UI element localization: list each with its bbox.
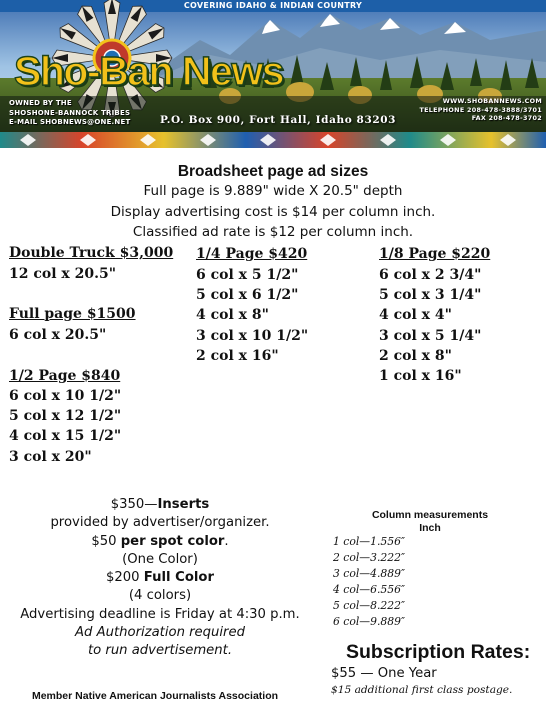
subscription-rates-title: Subscription Rates:: [346, 641, 531, 663]
inserts-price-line: [0, 496, 320, 514]
owner-line: SHOSHONE-BANNOCK TRIBES: [9, 108, 131, 117]
owner-email-block: [9, 99, 139, 128]
owner-line: OWNED BY THE: [9, 99, 72, 107]
full-page-size: 6 col x 20.5": [9, 327, 107, 343]
column-measurement-row: 5 col—8.222″: [333, 599, 406, 613]
full-color-label: Full Color: [143, 570, 214, 586]
fax-line: FAX 208-478-3702: [471, 114, 542, 122]
one-color-note: (One Color): [122, 551, 198, 567]
advertising-deadline: Advertising deadline is Friday at 4:30 p.m.: [20, 606, 300, 622]
member-association-footer: Member Native American Journalists Association: [31, 690, 279, 702]
four-colors-note: (4 colors): [128, 588, 192, 604]
column-measurement-row: 2 col—3.222″: [333, 551, 406, 565]
half-page-heading: 1/2 Page $840: [9, 368, 121, 384]
half-page-size: 3 col x 20": [9, 448, 92, 465]
eighth-page-size: 4 col x 4": [379, 307, 452, 324]
subscription-price: $55 — One Year: [331, 666, 437, 681]
eighth-page-heading: 1/8 Page $220: [379, 246, 491, 262]
masthead: [0, 0, 546, 148]
eighth-page-size-list: [379, 265, 481, 386]
spot-color-line: [0, 533, 320, 551]
full-page-dimensions: Full page is 9.889" wide X 20.5" depth: [143, 183, 403, 199]
website-line: WWW.SHOBANNEWS.COM: [442, 97, 542, 105]
eighth-page-size: 5 col x 3 1/4": [379, 287, 482, 304]
half-page-size: 5 col x 12 1/2": [9, 408, 122, 425]
spot-color-price: $50: [91, 533, 121, 549]
eighth-page-size: 2 col x 8": [379, 347, 452, 364]
spot-color-period: .: [224, 533, 229, 549]
eighth-page-size: 1 col x 16": [379, 368, 462, 385]
half-page-size: 4 col x 15 1/2": [9, 428, 122, 445]
half-page-size: 6 col x 10 1/2": [9, 388, 122, 404]
quarter-page-size: 2 col x 16": [196, 347, 279, 364]
column-measurements-unit: Inch: [419, 522, 441, 534]
inserts-provided-line: provided by advertiser/organizer.: [50, 515, 270, 531]
full-color-line: [0, 569, 320, 587]
quarter-page-heading: 1/4 Page $420: [196, 246, 308, 262]
eighth-page-size: 6 col x 2 3/4": [379, 267, 482, 283]
column-measurement-row: 6 col—9.889″: [333, 615, 406, 629]
full-page-heading: Full page $1500: [9, 306, 136, 322]
ad-authorization-line-2: [0, 642, 320, 660]
inserts-label: Inserts: [157, 497, 210, 512]
quarter-page-size: 6 col x 5 1/2": [196, 267, 299, 283]
column-measurements-list: [333, 534, 405, 631]
quarter-page-size: 4 col x 8": [196, 307, 269, 324]
ad-authorization-line-1: [0, 624, 320, 642]
page-title: Broadsheet page ad sizes: [177, 163, 369, 180]
inserts-price: $350—: [110, 497, 158, 512]
quarter-page-size: 5 col x 6 1/2": [196, 287, 299, 304]
double-truck-size: 12 col x 20.5": [9, 266, 117, 282]
telephone-line: TELEPHONE 208-478-3888/3701: [419, 105, 542, 114]
ad-authorization-text: to run advertisement.: [87, 643, 233, 659]
eighth-page-size: 3 col x 5 1/4": [379, 327, 482, 344]
classified-ad-rate: Classified ad rate is $12 per column inch.: [132, 224, 414, 240]
contact-block: [419, 97, 542, 123]
column-measurement-row: 1 col—1.556″: [333, 535, 406, 548]
email-line: E-MAIL SHOBNEWS@ONE.NET: [9, 118, 131, 126]
double-truck-heading: Double Truck $3,000: [9, 245, 174, 261]
postal-address: P.O. Box 900, Fort Hall, Idaho 83203: [160, 114, 397, 126]
full-color-price: $200: [106, 570, 144, 586]
display-ad-rate: Display advertising cost is $14 per column inch.: [110, 204, 436, 220]
quarter-page-size-list: [196, 265, 308, 366]
inserts-and-color-block: [0, 496, 320, 661]
quarter-page-size: 3 col x 10 1/2": [196, 327, 309, 344]
first-class-postage-note: $15 additional first class postage.: [331, 684, 513, 696]
column-measurement-row: 3 col—4.889″: [333, 567, 406, 581]
ad-authorization-text: Ad Authorization required: [75, 625, 245, 641]
half-page-size-list: [9, 386, 121, 467]
column-measurements-title: Column measurements: [371, 509, 489, 521]
column-measurement-row: 4 col—6.556″: [333, 583, 406, 597]
masthead-tagline: COVERING IDAHO & INDIAN COUNTRY: [183, 1, 363, 10]
spot-color-label: per spot color: [120, 533, 225, 549]
sho-ban-news-logo: Sho-Ban News: [14, 48, 284, 94]
